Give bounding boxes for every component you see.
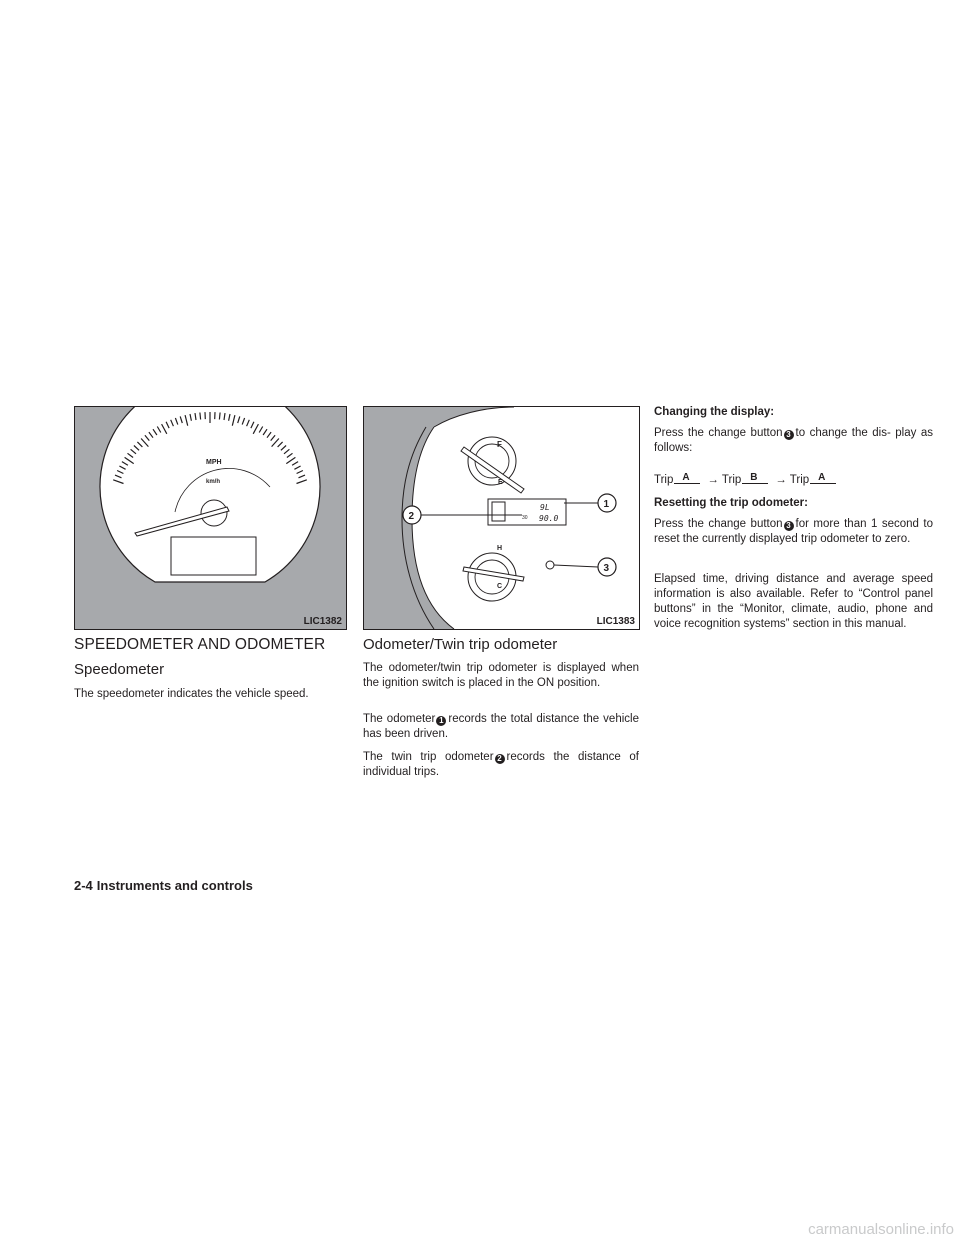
watermark: carmanualsonline.info <box>808 1221 954 1238</box>
changing-display-para: Press the change button 3 to change the dis- play as follows: <box>654 427 934 454</box>
odometer-para1: The odometer/twin trip odometer is displayed when the ignition switch is placed in the ON position. <box>363 662 639 689</box>
speedometer-figure <box>74 406 347 630</box>
trip-sequence: Trip A → Trip B → Trip A <box>654 472 933 488</box>
page-footer <box>74 878 253 893</box>
speedometer-tick <box>200 413 201 420</box>
figure-code: LIC1382 <box>303 616 342 627</box>
elapsed-time-para: Elapsed time, driving distance and average speed information is also available. Refer to “Control panel buttons” in the “Monitor, climate, audio, phone and voice recognition systems” section in this manual. <box>654 573 933 630</box>
figure-code: LIC1383 <box>596 616 635 627</box>
callout-1: 1 <box>603 499 610 510</box>
odometer-figure <box>363 406 640 630</box>
odo-line2: 90.0 <box>539 514 559 523</box>
fuel-empty-label: E <box>498 479 503 486</box>
ref-circle-1: 1 <box>436 716 446 726</box>
temp-hot-label: H <box>497 545 503 552</box>
trip-a-box: A <box>674 472 700 484</box>
odometer-illustration <box>364 407 639 629</box>
speedometer-illustration <box>75 407 346 629</box>
odometer-display <box>171 537 256 575</box>
trip-b-box: B <box>742 472 768 484</box>
callout-3: 3 <box>603 563 610 574</box>
odo-line1: 9L <box>540 503 550 512</box>
changing-display-heading: Changing the display: <box>654 406 775 418</box>
trip-a-box-2: A <box>810 472 836 484</box>
speedometer-text: The speedometer indicates the vehicle speed. <box>74 688 309 700</box>
resetting-para: Press the change button 3 for more than 1 second to reset the currently displayed trip odometer to zero. <box>654 518 933 545</box>
chapter-title: Instruments and controls <box>96 878 253 893</box>
ref-circle-3: 3 <box>784 430 794 440</box>
temp-cold-label: C <box>497 583 503 590</box>
fuel-full-label: F <box>497 440 502 449</box>
section-heading: SPEEDOMETER AND ODOMETER <box>74 636 326 653</box>
odo-small: 30 <box>522 515 528 521</box>
odometer-subheading: Odometer/Twin trip odometer <box>363 636 558 653</box>
callout-2: 2 <box>408 511 415 522</box>
speedometer-tick <box>219 413 220 420</box>
resetting-heading: Resetting the trip odometer: <box>654 497 808 509</box>
ref-circle-2: 2 <box>495 754 505 764</box>
speedometer-subheading: Speedometer <box>74 661 165 678</box>
odometer-para3: The twin trip odometer 2 records the distance of individual trips. <box>363 751 639 778</box>
odometer-para2: The odometer 1 records the total distance the vehicle has been driven. <box>363 713 639 740</box>
kmh-label: km/h <box>206 479 221 485</box>
mph-label: MPH <box>206 459 222 466</box>
ref-circle-3b: 3 <box>784 521 794 531</box>
change-button-illustration <box>546 561 554 569</box>
page-number: 2-4 <box>74 878 93 893</box>
